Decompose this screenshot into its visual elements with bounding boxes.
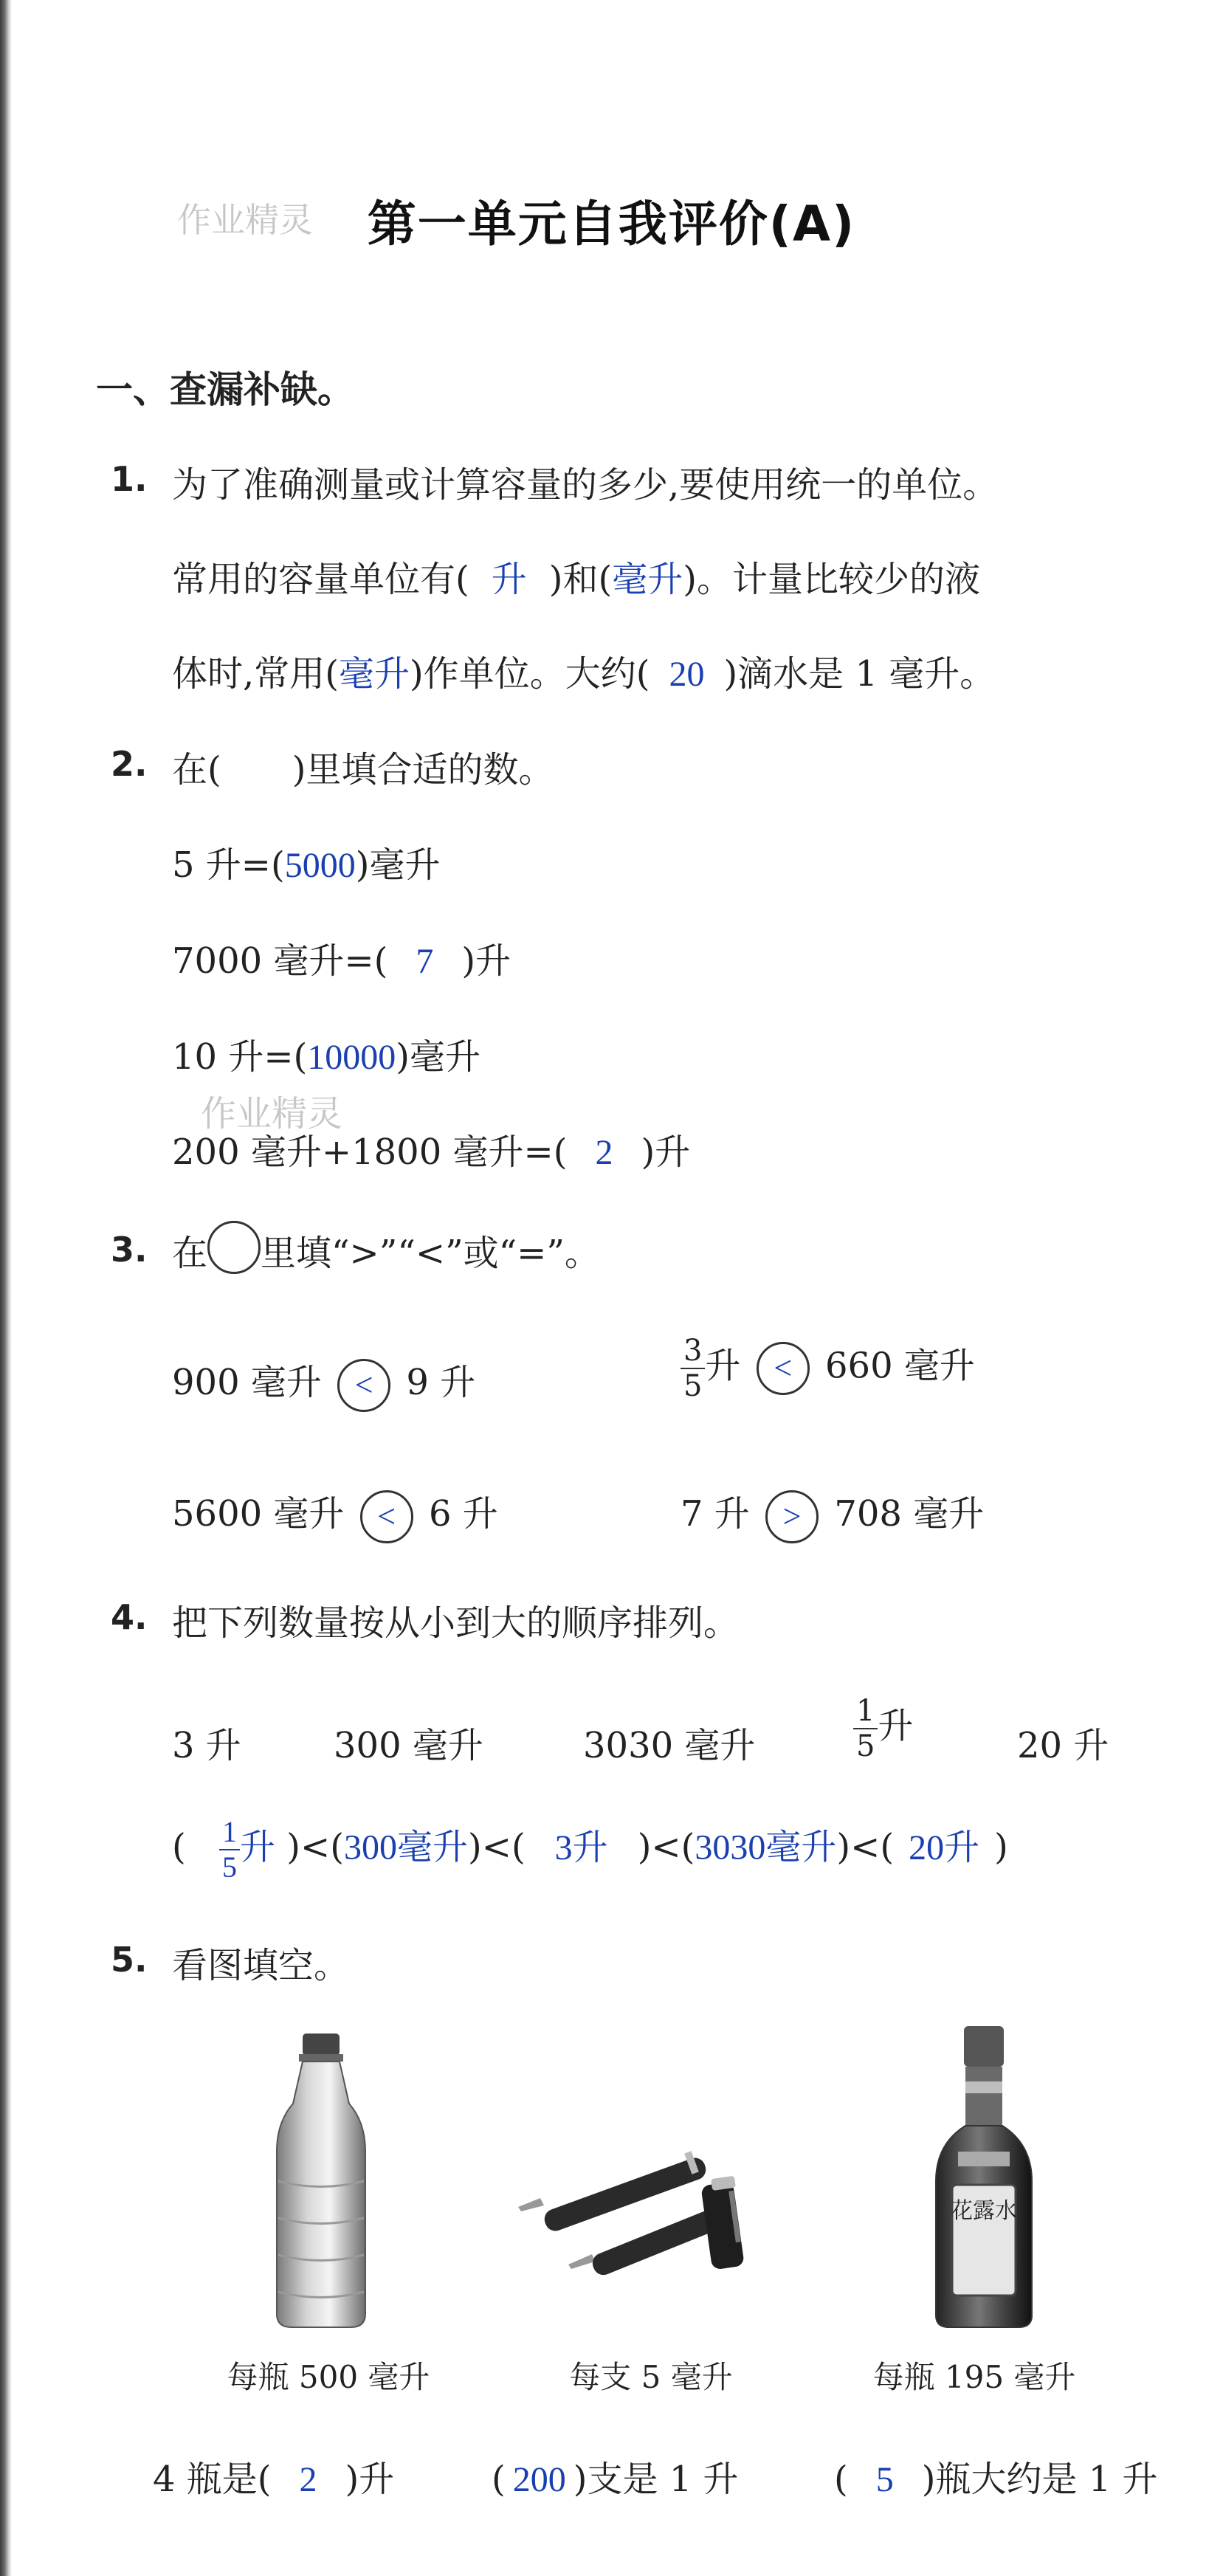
answer-blank[interactable]: 200 (512, 2460, 566, 2499)
question-1-number: 1. (111, 459, 148, 499)
watermark: 作业精灵 (177, 200, 313, 240)
answer-blank[interactable]: 20 (669, 655, 705, 694)
fraction: $\frac{3}{5}$ (681, 1336, 705, 1401)
caption-water-bottle: 每瓶 500 毫升 (227, 2359, 430, 2395)
answer-blank[interactable]: 10000 (307, 1038, 396, 1077)
order-item: 3030 毫升 (583, 1725, 756, 1766)
question-2-prompt: 在( )里填合适的数。 (172, 749, 554, 791)
answer-blank[interactable]: 20升 (909, 1828, 980, 1867)
question-3-number: 3. (111, 1230, 148, 1270)
question-2-row-1: 5 升=(5000)毫升 (172, 844, 441, 886)
compare-item-2: $\frac{3}{5}$ 升 < 660 毫升 (681, 1336, 975, 1401)
page-edge-shadow (0, 0, 12, 2576)
order-item: 3 升 (172, 1725, 241, 1766)
question-5-prompt: 看图填空。 (172, 1945, 350, 1986)
answer-blank[interactable]: 毫升 (612, 560, 683, 599)
order-item-fraction: $\frac{1}{5}$ 升 (853, 1696, 913, 1761)
caption-pen: 每支 5 毫升 (569, 2359, 733, 2395)
pens-image (511, 2096, 791, 2281)
question-4-prompt: 把下列数量按从小到大的顺序排列。 (172, 1602, 740, 1644)
caption-perfume: 每瓶 195 毫升 (872, 2359, 1076, 2395)
answer-blank[interactable]: 5 (875, 2460, 894, 2499)
bottle-label: 花露水 (951, 2198, 1017, 2224)
question-4-number: 4. (111, 1597, 148, 1637)
water-bottle-image (262, 2033, 380, 2329)
fill-item-3: ( 5 )瓶大约是 1 升 (834, 2459, 1158, 2500)
order-item: 20 升 (1017, 1725, 1109, 1766)
question-1-line-3: 体时,常用(毫升)作单位。大约( 20 )滴水是 1 毫升。 (172, 653, 996, 695)
page-title: 第一单元自我评价(A) (367, 196, 856, 252)
compare-item-4: 7 升 > 708 毫升 (681, 1485, 984, 1543)
fill-item-1: 4 瓶是( 2 )升 (153, 2459, 395, 2500)
perfume-bottle-image (929, 2026, 1039, 2329)
compare-circle[interactable]: > (765, 1490, 819, 1543)
question-5-number: 5. (111, 1940, 148, 1980)
watermark: 作业精灵 (201, 1093, 343, 1134)
answer-blank[interactable]: 3升 (554, 1828, 608, 1867)
compare-circle[interactable]: < (337, 1359, 390, 1412)
compare-circle[interactable]: < (757, 1342, 810, 1395)
answer-blank[interactable]: 毫升 (339, 655, 410, 694)
answer-blank[interactable]: 300毫升 (343, 1828, 468, 1867)
compare-circle[interactable]: < (360, 1490, 413, 1543)
circle-blank-icon (207, 1221, 261, 1274)
question-1-line-2: 常用的容量单位有( 升 )和(毫升)。计量比较少的液 (172, 559, 980, 600)
section-heading: 一、查漏补缺。 (96, 368, 354, 411)
order-item: 300 毫升 (334, 1725, 483, 1766)
answer-blank[interactable]: 7 (416, 942, 434, 981)
question-2-row-4: 200 毫升+1800 毫升=( 2 )升 (172, 1132, 691, 1173)
answer-blank[interactable]: 2 (299, 2460, 317, 2499)
compare-item-3: 5600 毫升 < 6 升 (172, 1485, 498, 1543)
question-2-row-3: 10 升=(10000)毫升 (172, 1036, 481, 1078)
fill-item-2: ( 200 )支是 1 升 (492, 2459, 739, 2500)
answer-blank[interactable]: 2 (595, 1133, 613, 1172)
answer-blank[interactable]: 3030毫升 (695, 1828, 837, 1867)
order-answer-row: ( $\frac{1}{5}$ 升 )<(300毫升)<( 3升 )<(3030毫升)<( 20升 ) (172, 1815, 1008, 1884)
question-1-line-1: 为了准确测量或计算容量的多少,要使用统一的单位。 (172, 464, 999, 506)
answer-blank[interactable]: 升 (491, 560, 527, 599)
compare-item-1: 900 毫升 < 9 升 (172, 1354, 475, 1412)
question-2-row-2: 7000 毫升=( 7 )升 (172, 940, 511, 982)
answer-blank[interactable]: 5000 (284, 846, 356, 885)
question-2-number: 2. (111, 744, 148, 784)
answer-blank[interactable]: $\frac{1}{5}$ (219, 1817, 240, 1882)
question-3-prompt: 在 里填“>”“<”或“=”。 (172, 1221, 600, 1275)
